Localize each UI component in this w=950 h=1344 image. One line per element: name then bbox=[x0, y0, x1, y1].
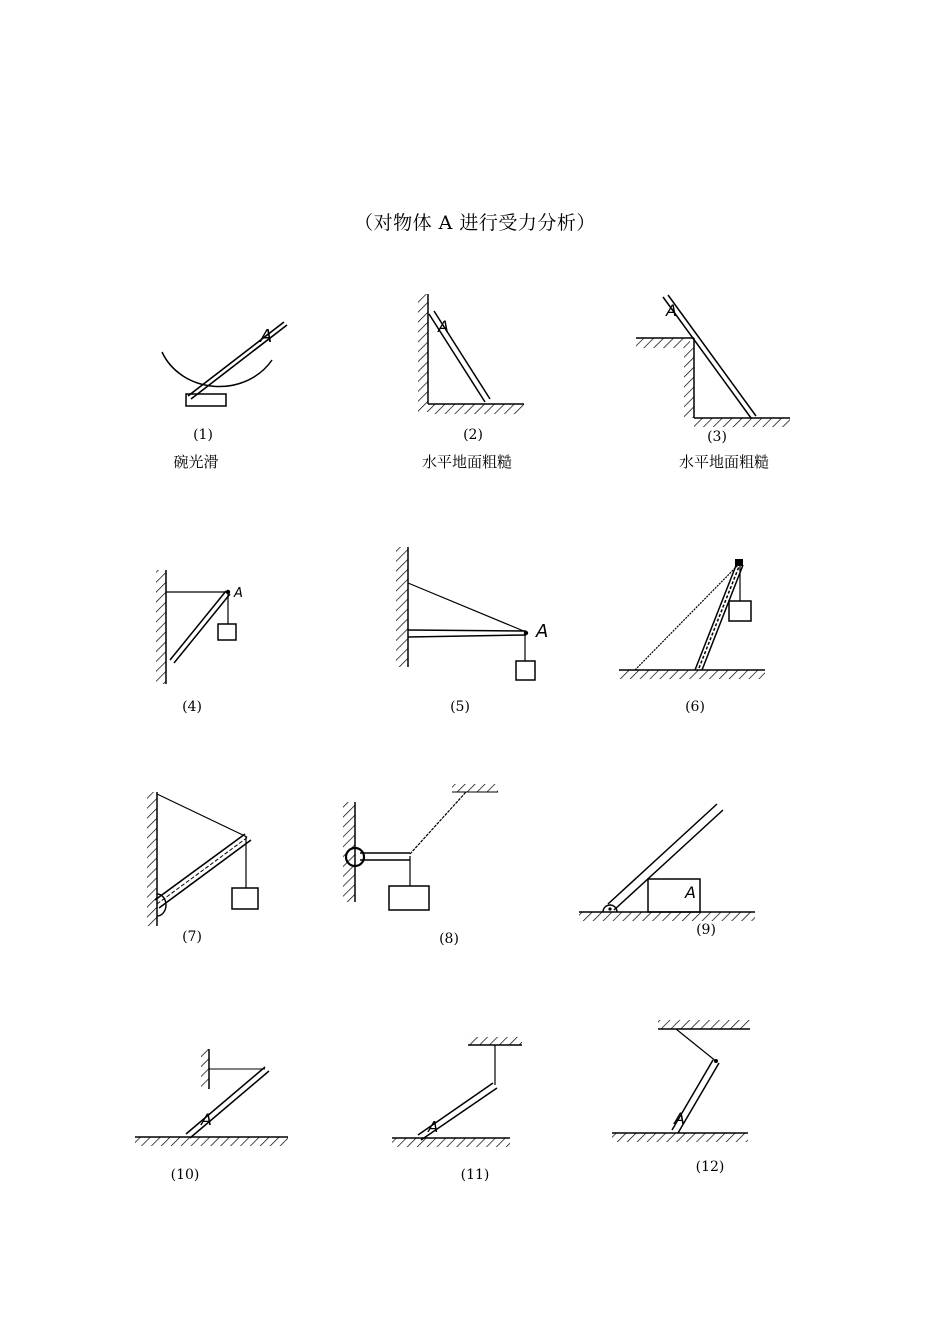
figure-6 bbox=[615, 555, 770, 689]
object-label-a: A bbox=[666, 301, 677, 320]
page-title: （对物体 A 进行受力分析） bbox=[354, 212, 596, 234]
rod bbox=[408, 630, 526, 631]
figure-3-label: (3) bbox=[707, 429, 727, 445]
figure-8 bbox=[340, 780, 510, 924]
rod-edge bbox=[191, 325, 287, 399]
figure-10-diagram bbox=[133, 1045, 293, 1150]
rod-edge bbox=[614, 810, 723, 910]
object-label-a: A bbox=[201, 1110, 212, 1129]
ground bbox=[612, 1133, 748, 1142]
figure-5-diagram bbox=[392, 545, 562, 685]
string bbox=[635, 563, 740, 670]
figure-2-diagram bbox=[410, 290, 530, 420]
wall bbox=[396, 547, 408, 667]
figure-12-label: (12) bbox=[695, 1159, 725, 1175]
ceiling bbox=[452, 784, 498, 792]
joint bbox=[714, 1059, 718, 1063]
object-label-a: A bbox=[234, 586, 243, 601]
ground bbox=[428, 404, 524, 414]
weight-block bbox=[218, 624, 236, 640]
string bbox=[676, 1029, 717, 1062]
figure-5 bbox=[392, 545, 562, 689]
wall bbox=[156, 570, 166, 684]
figure-3 bbox=[630, 292, 795, 431]
figure-1-label: (1) bbox=[193, 427, 213, 443]
figure-9 bbox=[575, 800, 760, 934]
wall bbox=[418, 294, 428, 412]
ground bbox=[619, 670, 765, 679]
figure-3-caption: 水平地面粗糙 bbox=[678, 453, 769, 471]
figure-2-label: (2) bbox=[463, 427, 483, 443]
rod-edge bbox=[174, 594, 230, 663]
figure-11-label: (11) bbox=[460, 1167, 490, 1183]
object-label-a: A bbox=[674, 1109, 685, 1128]
figure-4-label: (4) bbox=[182, 699, 202, 715]
ground bbox=[579, 912, 755, 921]
ground bbox=[135, 1137, 288, 1146]
figure-4 bbox=[150, 568, 260, 692]
string bbox=[410, 792, 466, 854]
object-label-a: A bbox=[536, 621, 549, 642]
ground bbox=[694, 418, 790, 427]
figure-10-label: (10) bbox=[170, 1167, 200, 1183]
rod-edge bbox=[668, 295, 756, 416]
object-label-a: A bbox=[685, 883, 696, 902]
figure-8-diagram bbox=[340, 780, 510, 920]
figure-3-diagram bbox=[630, 292, 795, 427]
figure-8-label: (8) bbox=[439, 931, 459, 947]
figure-2-caption: 水平地面粗糙 bbox=[421, 453, 512, 471]
figure-11 bbox=[390, 1035, 530, 1154]
ledge-wall bbox=[684, 348, 694, 418]
figure-7 bbox=[145, 790, 265, 934]
figure-6-label: (6) bbox=[685, 699, 705, 715]
figure-10 bbox=[133, 1045, 293, 1154]
rod-edge bbox=[408, 635, 526, 637]
rod bbox=[695, 563, 737, 670]
weight-block bbox=[729, 601, 751, 621]
figure-1-caption: 碗光滑 bbox=[173, 453, 219, 471]
figure-7-label: (7) bbox=[182, 929, 202, 945]
figure-12 bbox=[610, 1020, 755, 1149]
rod-hatch bbox=[699, 564, 740, 668]
figure-9-label: (9) bbox=[696, 922, 716, 938]
ceiling bbox=[468, 1037, 522, 1045]
figure-4-diagram bbox=[150, 568, 260, 688]
figure-2 bbox=[410, 290, 530, 424]
bowl-arc bbox=[162, 352, 272, 387]
ledge bbox=[636, 338, 690, 348]
figure-9-diagram bbox=[575, 800, 760, 930]
object-label-a: A bbox=[438, 317, 449, 336]
rod-edge bbox=[159, 840, 251, 908]
string bbox=[408, 583, 526, 632]
figure-1 bbox=[150, 310, 300, 414]
figure-12-diagram bbox=[610, 1020, 755, 1145]
wall bbox=[147, 792, 157, 926]
joint-a bbox=[735, 559, 743, 566]
figure-6-diagram bbox=[615, 555, 770, 685]
weight-block bbox=[389, 886, 429, 910]
rod-hatch bbox=[157, 837, 248, 904]
wall bbox=[343, 802, 355, 902]
figure-7-diagram bbox=[145, 790, 265, 930]
weight-block bbox=[516, 661, 535, 680]
wall bbox=[201, 1049, 209, 1089]
object-label-a: A bbox=[260, 326, 273, 347]
ground bbox=[392, 1138, 510, 1147]
ceiling bbox=[658, 1020, 750, 1029]
hinge-pin bbox=[608, 907, 611, 910]
bowl-base bbox=[186, 394, 226, 406]
string bbox=[157, 794, 247, 837]
figure-11-diagram bbox=[390, 1035, 530, 1150]
object-label-a: A bbox=[428, 1118, 439, 1136]
figure-1-diagram bbox=[150, 310, 300, 410]
weight-block bbox=[232, 888, 258, 909]
figure-5-label: (5) bbox=[450, 699, 470, 715]
rod bbox=[186, 1067, 265, 1134]
